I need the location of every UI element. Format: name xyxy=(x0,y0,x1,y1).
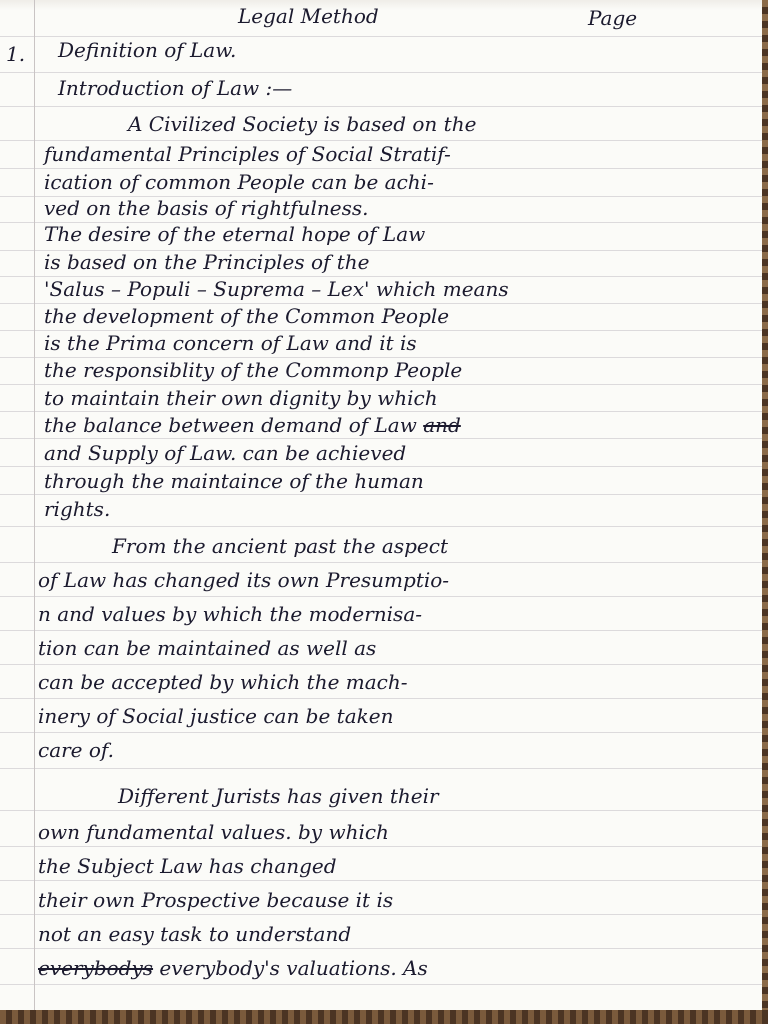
ruled-line xyxy=(0,630,762,631)
paragraph-1-line: 'Salus – Populi – Suprema – Lex' which means xyxy=(44,277,509,301)
paragraph-3-line: own fundamental values. by which xyxy=(38,820,389,844)
struck-word: everybodys xyxy=(38,956,154,980)
paragraph-1-line: through the maintaince of the human xyxy=(44,469,424,493)
section-number: 1. xyxy=(6,42,26,66)
paragraph-1-line: ication of common People can be achi- xyxy=(44,170,434,194)
paragraph-2-line: tion can be maintained as well as xyxy=(38,636,377,660)
ruled-line xyxy=(0,106,762,107)
ruled-line xyxy=(0,664,762,665)
ruled-line xyxy=(0,846,762,847)
struck-word: and xyxy=(423,413,461,437)
paragraph-2-line: From the ancient past the aspect xyxy=(112,534,448,558)
paragraph-1-line-text: the balance between demand of Law xyxy=(44,413,417,437)
paragraph-1-line: and Supply of Law. can be achieved xyxy=(44,441,407,465)
paragraph-2-line: n and values by which the modernisa- xyxy=(38,602,422,626)
paragraph-1-line: the responsiblity of the Commonp People xyxy=(44,358,463,382)
paragraph-1-line: The desire of the eternal hope of Law xyxy=(44,222,426,246)
paragraph-2-line: care of. xyxy=(38,738,114,762)
paragraph-1-line: is the Prima concern of Law and it is xyxy=(44,331,417,355)
paragraph-3-line: their own Prospective because it is xyxy=(38,888,394,912)
ruled-line xyxy=(0,984,762,985)
ruled-line xyxy=(0,168,762,169)
ruled-line xyxy=(0,732,762,733)
ruled-line xyxy=(0,494,762,495)
page-title: Legal Method xyxy=(238,4,379,28)
paragraph-3-line: the Subject Law has changed xyxy=(38,854,337,878)
paragraph-2-line: of Law has changed its own Presumptio- xyxy=(38,568,450,592)
ruled-line xyxy=(0,526,762,527)
paragraph-1-line: fundamental Principles of Social Stratif- xyxy=(44,142,451,166)
paragraph-3-line: Different Jurists has given their xyxy=(118,784,439,808)
ruled-line xyxy=(0,36,762,37)
margin-line xyxy=(34,0,35,1010)
paragraph-1-line: is based on the Principles of the xyxy=(44,250,370,274)
paragraph-3-line: not an easy task to understand xyxy=(38,922,352,946)
paragraph-1-line: ved on the basis of rightfulness. xyxy=(44,196,369,220)
ruled-line xyxy=(0,140,762,141)
background-rug xyxy=(0,1010,768,1024)
ruled-line xyxy=(0,914,762,915)
ruled-line xyxy=(0,562,762,563)
background-rug-edge xyxy=(762,0,768,1024)
ruled-line xyxy=(0,880,762,881)
ruled-line xyxy=(0,596,762,597)
ruled-line xyxy=(0,810,762,811)
paragraph-1-line xyxy=(44,413,461,437)
paragraph-1-line: A Civilized Society is based on the xyxy=(128,112,477,136)
ruled-line xyxy=(0,466,762,467)
paragraph-1-line: to maintain their own dignity by which xyxy=(44,386,438,410)
ruled-line xyxy=(0,72,762,73)
page-top-shade xyxy=(0,0,762,10)
paragraph-3-line-text: everybody's valuations. As xyxy=(159,956,428,980)
ruled-line xyxy=(0,698,762,699)
ruled-line xyxy=(0,948,762,949)
ruled-line xyxy=(0,768,762,769)
ruled-line xyxy=(0,384,762,385)
section-subheading: Introduction of Law :— xyxy=(58,76,293,100)
paragraph-1-line: rights. xyxy=(44,497,111,521)
paragraph-1-line: the development of the Common People xyxy=(44,304,450,328)
ruled-line xyxy=(0,438,762,439)
paragraph-2-line: can be accepted by which the mach- xyxy=(38,670,408,694)
ruled-line xyxy=(0,411,762,412)
paragraph-3-line xyxy=(38,956,428,980)
paragraph-2-line: inery of Social justice can be taken xyxy=(38,704,394,728)
page-label: Page xyxy=(588,6,638,30)
section-heading: Definition of Law. xyxy=(58,38,237,62)
